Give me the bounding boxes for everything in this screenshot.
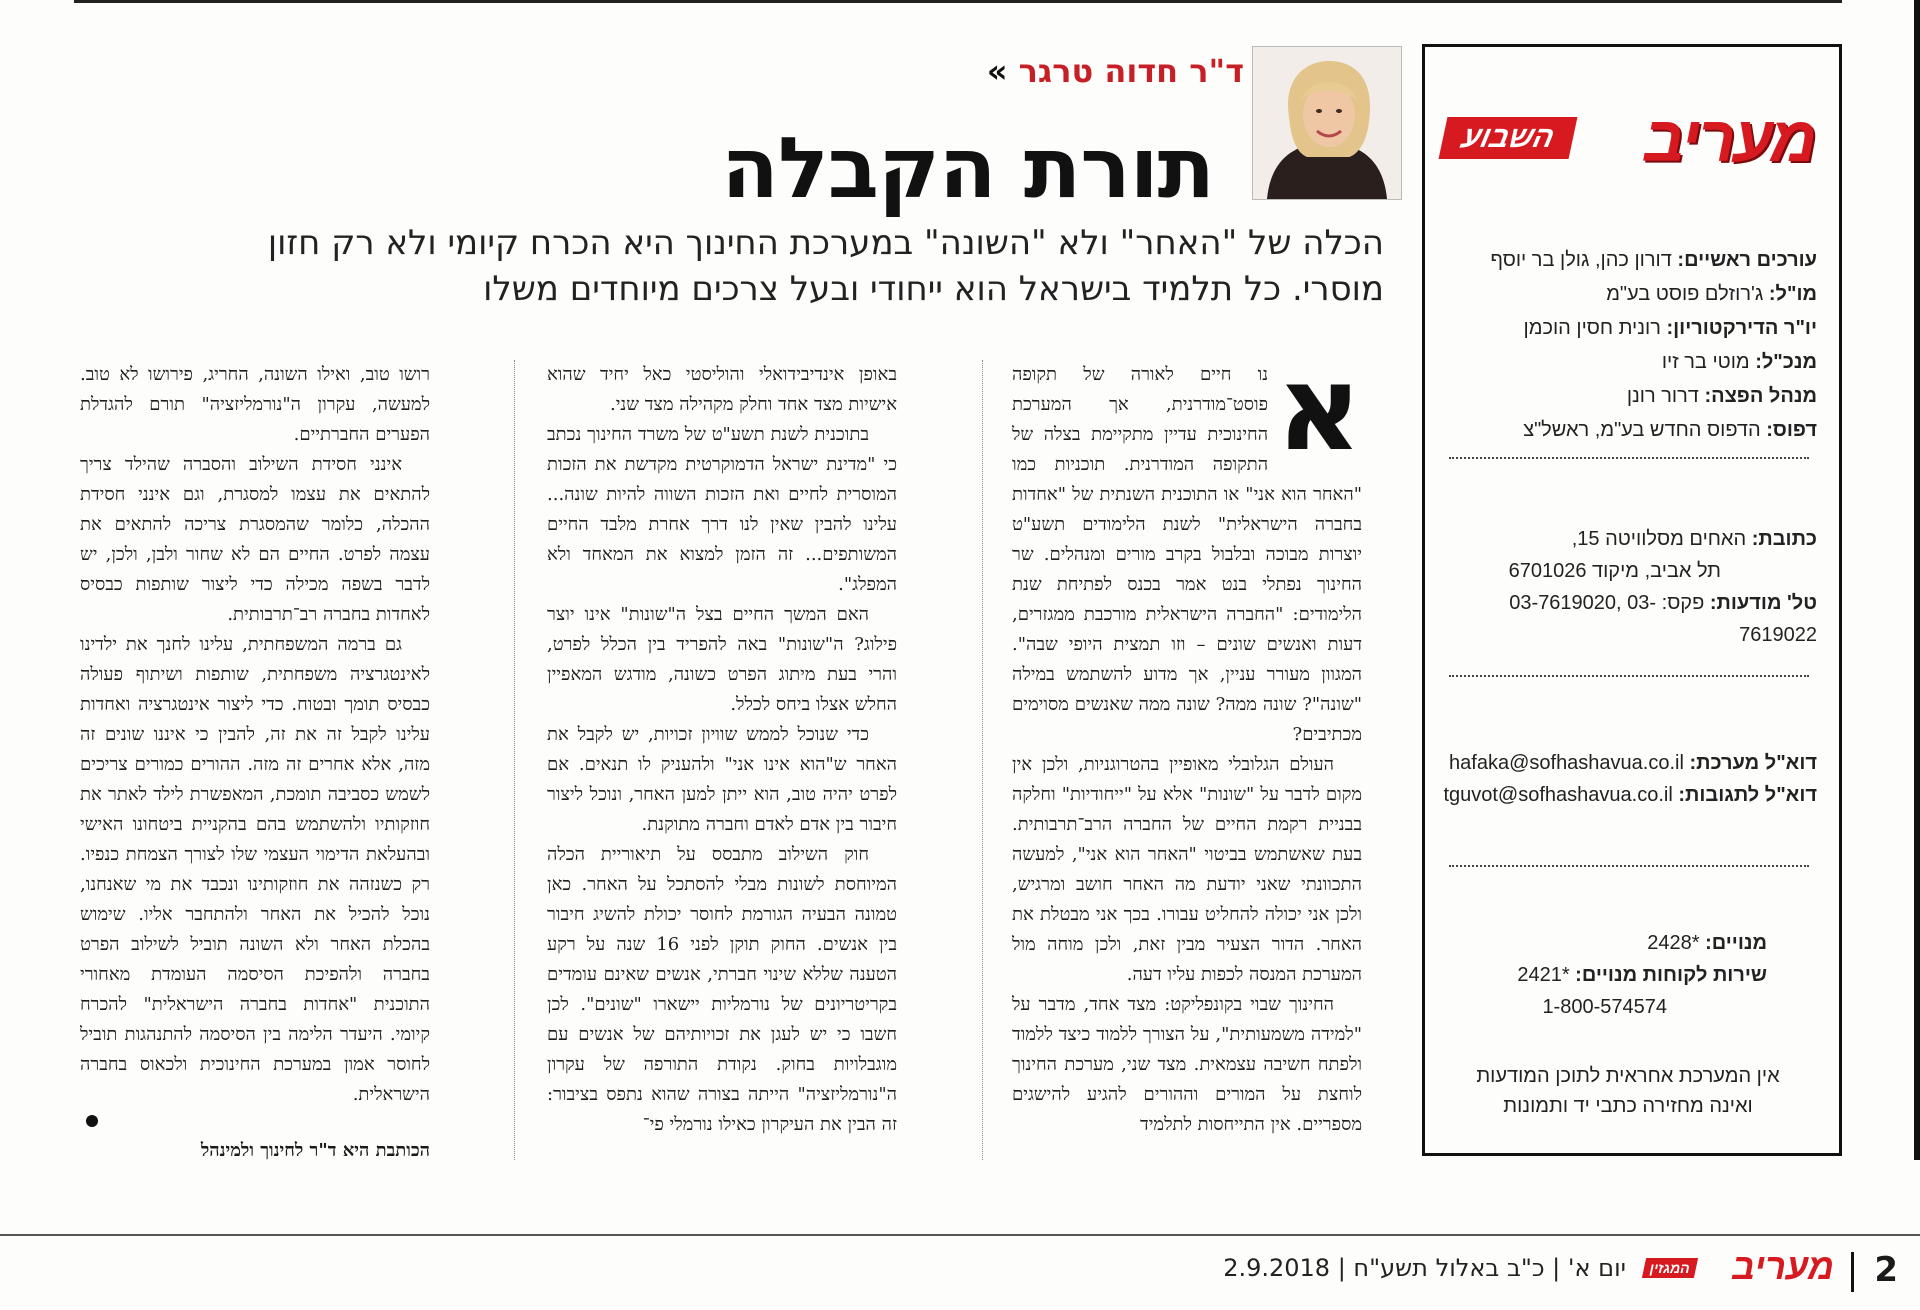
disclaimer-line1: אין המערכת אחראית לתוכן המודעות bbox=[1476, 1065, 1780, 1087]
subscribers-label: מנויים: bbox=[1705, 932, 1767, 954]
headline: תורת הקבלה bbox=[721, 119, 1214, 217]
email-block bbox=[1437, 747, 1817, 811]
address-line1: האחים מסלוויטה 15, bbox=[1571, 528, 1747, 550]
logo-small-text: השבוע bbox=[1458, 121, 1558, 154]
staff-role: מנכ"ל: bbox=[1755, 351, 1817, 373]
staff-row bbox=[1437, 345, 1817, 379]
address-line2: תל אביב, מיקוד 6701026 bbox=[1508, 560, 1721, 582]
column-divider bbox=[514, 360, 515, 1160]
paragraph-text: נו חיים לאורה של תקופה פוסט־מודרנית, אך המערכת החינוכית עדיין מתקיימת בצלה של התקופה המודרנית. תוכניות כמו "האחר הוא אני" או התוכנית השנתית של "אחדות בחברה הישראלית" לשנת הלימודים תשע"ט יוצרות מבוכה ובלבול בקרב מורים ומנהלים. שר החינוך נפתלי בנט אמר בכנס לפתיחת שנת הלימודים: "החברה הישראלית מורכבת ממגזרים, דעות ואנשים שונים – וזו תמצית היופי שבה". המגוון מעורר עניין, אך מדוע להשתמש במילה "שונה"? שונה ממה? שונה ממה שאנשים מסוימים מכתיבים? bbox=[1012, 364, 1362, 745]
paragraph: האם המשך החיים בצל ה"שונות" אינו יוצר פילוג? ה"שונות" באה להפריד בין הכלל לפרט, והרי בעת מיתוג הפרט כשונה, מודגש המאפיין החלש אצלו ביחס לכלל. bbox=[547, 604, 897, 715]
staff-role: מו"ל: bbox=[1768, 283, 1817, 305]
staff-name: דרור רונן bbox=[1626, 385, 1699, 407]
article-column-3 bbox=[80, 360, 430, 1160]
staff-role: מנהל הפצה: bbox=[1704, 385, 1817, 407]
email-editorial-link[interactable]: hafaka@sofhashavua.co.il bbox=[1449, 752, 1684, 774]
paragraph: גם ברמה המשפחתית, עלינו לחנך את ילדינו לאינטגרציה משפחתית, שותפות ושיתוף פעולה כבסיס תומך ובטוח. כדי ליצור אינטגרציה ואחדות עלינו לקבל זה את זה, להבין כי איננו שונים זה מזה, אלא אחרים זה מזה. ההורים כמורים צריכים לשמש כסביבה תומכת, המאפשרת לילד לאתר את חוזקותיו ולהשתמש בהם בהקניית ביטחונו האישי ובהעלאת הדימוי העצמי שלו לצורך הצמחת כנפיו. רק כשנזהה את חוזקותינו ונכבד את מי שאנחנו, נוכל להכיל את האחר ולהתחבר אליו. שימוש בהכלת האחר ולא השונה תוביל לשילוב הפרט בחברה ולהפיכת הסיסמה העומדת מאחורי התוכנית "אחדות בחברה הישראלית" להכרח קיומי. היעדר הלימה בין הסיסמה להתנהגות תוביל לחוסר אמון במערכת החינוכית ולכאוס בחברה הישראלית. bbox=[80, 634, 430, 1105]
staff-name: רונית חסין הוכמן bbox=[1523, 317, 1661, 339]
paragraph bbox=[1012, 360, 1362, 750]
staff-row bbox=[1437, 277, 1817, 311]
author-photo bbox=[1252, 46, 1402, 200]
subscribers-value: 2428* bbox=[1647, 932, 1700, 954]
logo-main-text: מעריב bbox=[1643, 103, 1815, 175]
staff-name: דורון כהן, גולן בר יוסף bbox=[1490, 249, 1672, 271]
author-name: ד"ר חדוה טרגר bbox=[1018, 52, 1244, 90]
staff-role: דפוס: bbox=[1766, 419, 1817, 441]
staff-name: ג'רוזלם פוסט בע"מ bbox=[1606, 283, 1764, 305]
maariv-magazine-logo bbox=[1644, 1246, 1834, 1292]
page-edge-bar bbox=[1914, 0, 1920, 1160]
paragraph: כדי שנוכל לממש שוויון זכויות, יש לקבל את האחר ש"הוא אינו אני" ולהעניק לו תנאים. אם לפרט יהיה טוב, הוא ייתן למען האחר, ונוכל ליצור חיבור בין אדם לאדם וחברה מתוקנת. bbox=[547, 724, 897, 835]
paragraph: בתוכנית לשנת תשע"ט של משרד החינוך נכתב כי "מדינת ישראל הדמוקרטית מקדשת את הזכות המוסרית לחיים ואת הזכות השווה להיות שונה... עלינו להבין שאין לנו דרך אחרת מלבד החיים המשותפים... זה הזמן למצוא את המאחד ולא המפלג". bbox=[547, 424, 897, 595]
paragraph: באופן אינדיבידואלי והוליסטי כאל יחיד שהוא אישיות מצד אחד וחלק מקהילה מצד שני. bbox=[547, 364, 897, 415]
staff-name: הדפוס החדש בע"מ, ראשל"צ bbox=[1523, 419, 1761, 441]
footer-logo-tag: המגזין bbox=[1642, 1258, 1698, 1278]
page-footer bbox=[0, 1236, 1920, 1310]
staff-row bbox=[1437, 413, 1817, 447]
column-divider bbox=[982, 360, 983, 1160]
author-portrait-icon bbox=[1253, 47, 1401, 199]
chevron-icon: » bbox=[986, 52, 1008, 90]
disclaimer-line2: ואינה מחזירה כתבי יד ותמונות bbox=[1503, 1095, 1753, 1117]
email-responses-link[interactable]: tguvot@sofhashavua.co.il bbox=[1443, 784, 1673, 806]
article-column-1 bbox=[1012, 360, 1362, 1160]
email-editorial-label: דוא"ל מערכת: bbox=[1689, 752, 1817, 774]
address-block bbox=[1437, 523, 1817, 651]
dotted-divider bbox=[1449, 675, 1809, 677]
maariv-hashavua-logo bbox=[1443, 99, 1815, 189]
footer-separator bbox=[1851, 1252, 1854, 1292]
logo-tag bbox=[1439, 117, 1578, 159]
author-note bbox=[80, 1136, 430, 1166]
staff-row bbox=[1437, 243, 1817, 277]
subheadline: הכלה של "האחר" ולא "השונה" במערכת החינוך היא הכרח קיומי ולא רק חזון מוסרי. כל תלמיד בישראל הוא ייחודי ובעל צרכים מיוחדים משלו bbox=[267, 223, 1384, 309]
staff-name: מוטי בר זיו bbox=[1661, 351, 1750, 373]
paragraph: החינוך שבוי בקונפליקט: מצד אחד, מדבר על "למידה משמעותית", על הצורך ללמוד כיצד ללמוד ולפתח חשיבה עצמאית. מצד שני, מערכת החינוך לוחצת על המורים וההורים להגיע להישגים מספריים. אין התייחסות לתלמיד bbox=[1012, 994, 1362, 1135]
customer-service-value: 2421* bbox=[1517, 964, 1570, 986]
staff-list bbox=[1437, 243, 1817, 447]
author-note-text: הכותבת היא ד"ר לחינוך ולמינהל bbox=[200, 1140, 430, 1161]
staff-row bbox=[1437, 311, 1817, 345]
paragraph: רושו טוב, ואילו השונה, החריג, פירושו לא טוב. למעשה, עקרון ה"נורמליזציה" תורם להגדלת הפערים החברתיים. bbox=[80, 364, 430, 445]
footer-logo-main: מעריב bbox=[1732, 1246, 1834, 1287]
subscribers-block bbox=[1437, 927, 1817, 1023]
toll-free-number: 1-800-574574 bbox=[1542, 996, 1667, 1018]
paragraph: העולם הגלובלי מאופיין בהטרוגניות, ולכן אין מקום לדבר על "שונות" אלא על "ייחודיות" וחלקה בבניית רקמת החיים של החברה הרב־תרבותית. בעת שאשתמש בביטוי "האחר הוא אני", למעשה התכוונתי שאני יודעת מה האחר חושב ומרגיש, ולכן אני יכולה להחליט עבורו. בכך אני מבטלת את האחר. הדור הצעיר מבין זאת, ולכן מוחה מול המערכת המנסה לכפות עליו דעה. bbox=[1012, 754, 1362, 985]
article-column-2 bbox=[547, 360, 897, 1160]
dotted-divider bbox=[1449, 457, 1809, 459]
email-responses-label: דוא"ל לתגובות: bbox=[1678, 784, 1817, 806]
phone-value: 03-7619020, פקס: 03-7619022 bbox=[1509, 592, 1817, 646]
address-label: כתובת: bbox=[1751, 528, 1817, 550]
paragraph: אינני חסידת השילוב והסברה שהילד צריך להתאים את עצמו למסגרת, וגם אינני חסידת ההכלה, כלומר שהמסגרת צריכה להתאים את עצמה לפרט. החיים הם לא שחור ולבן, ולכן, יש לדבר בשפה מכילה כדי ליצור שותפות כבסיס לאחדות בחברה רב־תרבותית. bbox=[80, 454, 430, 625]
disclaimer bbox=[1453, 1061, 1803, 1121]
staff-row bbox=[1437, 379, 1817, 413]
paragraph: חוק השילוב מתבסס על תיאוריית הכלה המיוחסת לשונות מבלי להסתכל על האחר. כאן טמונה הבעיה הגורמת לחוסר יכולת להשיג חיבור בין אנשים. החוק תוקן לפני 16 שנה על רקע הטענה שללא שינוי חברתי, אנשים שאינם עומדים בקריטריונים של נורמליות יישארו "שונים". לכן חשבו כי יש לעגן את זכויותיהם של אנשים עם מוגבלויות בחוק. נקודת התורפה של עקרון ה"נורמליזציה" הייתה בצורה שהוא נתפס בציבור: זה הבין את העיקרון כאילו נורמלי פי־ bbox=[547, 844, 897, 1135]
drop-cap: א bbox=[1276, 360, 1362, 477]
staff-role: יו"ר הדירקטוריון: bbox=[1666, 317, 1817, 339]
end-bullet-icon bbox=[86, 1110, 104, 1129]
customer-service-label: שירות לקוחות מנויים: bbox=[1575, 964, 1767, 986]
phone-label: טל' מודעות: bbox=[1709, 592, 1817, 614]
dotted-divider bbox=[1449, 865, 1809, 867]
staff-role: עורכים ראשיים: bbox=[1677, 249, 1817, 271]
top-rule bbox=[74, 0, 1842, 3]
byline bbox=[977, 52, 1244, 90]
issue-date: יום א' | כ"ב באלול תשע"ח | 2.9.2018 bbox=[1223, 1254, 1626, 1282]
page-number: 2 bbox=[1874, 1250, 1898, 1290]
masthead-box bbox=[1422, 44, 1842, 1156]
